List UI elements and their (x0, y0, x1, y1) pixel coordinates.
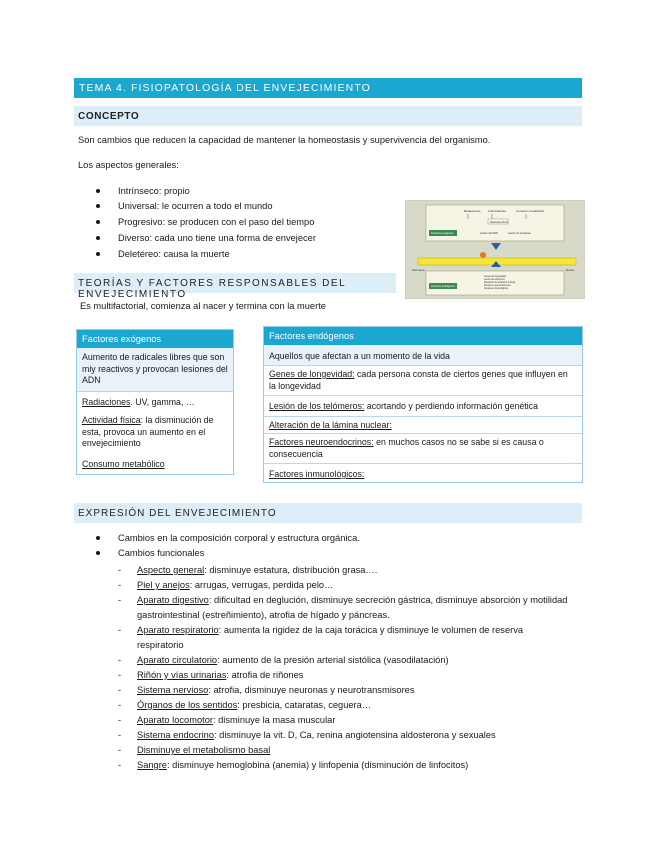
change-desc: : atrofia, disminuye neuronas y neurotransmisores (208, 685, 415, 695)
change-item: - Sistema endocrino: disminuye la vit. D, Ca, renina angiotensina aldosterona y sexuales (118, 730, 496, 740)
change-desc: : presbicia, cataratas, ceguera… (237, 700, 372, 710)
change-term: Sangre (137, 760, 167, 770)
bullet-text: Cambios funcionales (118, 548, 205, 558)
change-item: - Aspecto general: disminuye estatura, distribución grasa…. (118, 565, 378, 575)
change-desc: : disminuye la masa muscular (212, 715, 336, 725)
figure-label: Consumo metabólico (516, 209, 545, 213)
change-term: Aparato digestivo (137, 595, 209, 605)
box-title: Factores exógenos (82, 334, 162, 344)
change-term: Aparato locomotor (137, 715, 213, 725)
aspect-desc: : propio (158, 186, 190, 196)
aspect-term: Progresivo (118, 217, 163, 227)
figure-label: Radicales libres (490, 220, 509, 224)
box-header (77, 330, 233, 348)
expression-bullet (96, 547, 576, 559)
figure-label: Factores inmunológicos (484, 288, 509, 290)
aspect-desc: : causa la muerte (158, 249, 230, 259)
endogenous-factors-box (263, 326, 583, 483)
figure-label: Factores exógenos (431, 232, 454, 235)
marker-dot (480, 252, 486, 258)
change-desc: : disminuye estatura, distribución grasa…. (204, 565, 378, 575)
bullet-icon (96, 220, 100, 224)
item-term: Alteración de la lámina nuclear: (269, 420, 392, 430)
change-term: Disminuye el metabolismo basal (137, 745, 271, 755)
section-title: EXPRESIÓN DEL ENVEJECIMIENTO (78, 508, 277, 519)
endogenous-item (269, 420, 577, 432)
figure-label: Factores neuroendocrinos (484, 285, 511, 287)
change-item: - Aparato digestivo: dificultad en deglución, disminuye secreción gástrica, disminuye absorción y motilidad gastrointestinal (estreñimiento), atrofia de hígado y páncreas. (118, 595, 568, 620)
section-title: TEORÍAS Y FACTORES RESPONSABLES DEL ENVEJECIMIENTO (78, 278, 346, 300)
exogenous-factors-box (76, 329, 234, 475)
section-header-teorias (74, 273, 396, 300)
item-term: Genes de longevidad: (269, 369, 355, 379)
figure-label: Nacimiento (412, 269, 425, 272)
item-desc: en muchos casos no se sabe si es causa o consecuencia (269, 437, 544, 459)
exogenous-item (82, 397, 228, 409)
section-header-expresion (74, 503, 582, 523)
aspect-desc: : le ocurren a todo el mundo (156, 201, 273, 211)
aspect-term: Diverso (118, 233, 150, 243)
figure-label: Alteración de la lámina nuclear (484, 282, 516, 284)
aspect-desc: : cada uno tiene una forma de envejecer (149, 233, 316, 243)
change-item: - Aparato locomotor: disminuye la masa muscular (118, 715, 336, 725)
document-title-bar (74, 78, 582, 98)
expression-bullet (96, 532, 576, 544)
aspect-desc: : se producen con el paso del tiempo (162, 217, 315, 227)
change-item: - Sistema nervioso: atrofia, disminuye neuronas y neurotransmisores (118, 685, 415, 695)
aspects-intro: Los aspectos generales: (78, 160, 179, 170)
figure-label: Genes de longevidad (484, 276, 506, 278)
aspect-term: Universal (118, 201, 157, 211)
change-item: - Órganos de los sentidos: presbicia, cataratas, ceguera… (118, 700, 372, 710)
change-item: - Disminuye el metabolismo basal (118, 745, 271, 755)
item-term: Actividad física (82, 415, 141, 425)
exogenous-item (82, 459, 228, 471)
item-term: Radiaciones (82, 397, 131, 407)
figure-label: Muerte (566, 269, 575, 272)
figure-label: Antioxidantes (488, 209, 507, 213)
change-term: Órganos de los sentidos (137, 700, 238, 710)
change-desc: : dificultad en deglución, disminuye secreción gástrica, disminuye absorción y motilidad gastrointestinal (estreñimiento), atrofia de hígado y páncreas. (137, 595, 568, 620)
change-desc: : aumento de la presión arterial sistólica (vasodilatación) (217, 655, 449, 665)
item-desc: cada persona consta de ciertos genes que influyen en la longevidad (269, 369, 568, 391)
item-term: Consumo metabólico (82, 459, 165, 469)
figure-label: Lesión de telómeros (484, 279, 505, 281)
change-item: - Aparato respiratorio: aumenta la rigidez de la caja torácica y disminuye le volumen de reserva respiratorio (118, 625, 524, 650)
aspect-term: Deletéreo (118, 249, 159, 259)
change-desc: : aumenta la rigidez de la caja torácica y disminuye le volumen de reserva respiratorio (137, 625, 524, 650)
bullet-icon (96, 204, 100, 208)
item-desc: . UV, gamma, … (130, 397, 195, 407)
change-term: Sistema nervioso (137, 685, 209, 695)
aspect-item (96, 185, 386, 197)
item-term: Factores neuroendocrinos: (269, 437, 374, 447)
change-item: - Sangre: disminuye hemoglobina (anemia) y linfopenia (disminución de linfocitos) (118, 760, 469, 770)
change-item: - Aparato circulatorio: aumento de la presión arterial sistólica (vasodilatación) (118, 655, 449, 665)
document-title: TEMA 4. FISIOPATOLOGÍA DEL ENVEJECIMIENTO (79, 82, 371, 94)
change-term: Sistema endocrino (137, 730, 214, 740)
aspect-item (96, 200, 386, 212)
aspect-item (96, 216, 386, 228)
arrow-down-icon (491, 243, 501, 250)
aspect-item (96, 248, 386, 260)
bullet-icon (96, 236, 100, 240)
change-item: - Riñón y vías urinarias: atrofia de riñones (118, 670, 304, 680)
endogenous-highlight: Aquellos que afectan a un momento de la vida (269, 351, 450, 361)
section-title: CONCEPTO (78, 111, 140, 122)
endogenous-item (269, 469, 577, 481)
bullet-icon (96, 252, 100, 256)
item-desc: acortando y perdiendo información genética (364, 401, 538, 411)
change-desc: : atrofia de riñones (226, 670, 304, 680)
endogenous-item (269, 369, 577, 392)
figure-label: Lesión del ADN (480, 232, 498, 235)
endogenous-item (269, 401, 577, 413)
section-header-concepto (74, 106, 582, 126)
concept-definition: Son cambios que reducen la capacidad de mantener la homeostasis y supervivencia del organismo. (78, 135, 491, 145)
change-term: Piel y anejos (137, 580, 190, 590)
functional-changes-list (118, 563, 580, 773)
change-item: - Piel y anejos: arrugas, verrugas, perdida pelo… (118, 580, 334, 590)
bullet-icon (96, 189, 100, 193)
bullet-text: Cambios en la composición corporal y estructura orgánica. (118, 533, 360, 543)
change-term: Aparato respiratorio (137, 625, 219, 635)
change-term: Aparato circulatorio (137, 655, 218, 665)
bullet-icon (96, 536, 100, 540)
change-desc: : disminuye hemoglobina (anemia) y linfopenia (disminución de linfocitos) (166, 760, 469, 770)
aging-diagram (406, 201, 584, 298)
aspect-term: Intrínseco (118, 186, 159, 196)
teorias-intro: Es multifactorial, comienza al nacer y termina con la muerte (80, 301, 326, 311)
figure-label: Radiaciones (464, 209, 481, 213)
aging-diagram-figure (405, 200, 585, 299)
bullet-icon (96, 551, 100, 555)
change-term: Riñón y vías urinarias (137, 670, 227, 680)
item-term: Factores inmunológicos: (269, 469, 365, 479)
box-title: Factores endógenos (269, 331, 354, 341)
item-term: Lesión de los telómeros: (269, 401, 365, 411)
exogenous-highlight: Aumento de radicales libres que son miy reactivos y provocan lesiones del ADN (82, 352, 228, 385)
item-desc: : la disminución de esta, provoca un aumento en el envejecimiento (82, 415, 214, 448)
box-header (264, 327, 582, 345)
change-term: Aspecto general (137, 565, 205, 575)
change-desc: : arrugas, verrugas, perdida pelo… (189, 580, 334, 590)
figure-label: Factores endógenos (431, 285, 455, 288)
endogenous-item (269, 437, 577, 460)
aspect-item (96, 232, 386, 244)
figure-label: Lesión de proteínas (508, 232, 531, 235)
change-desc: : disminuye la vit. D, Ca, renina angiotensina aldosterona y sexuales (214, 730, 496, 740)
exogenous-item (82, 415, 228, 450)
